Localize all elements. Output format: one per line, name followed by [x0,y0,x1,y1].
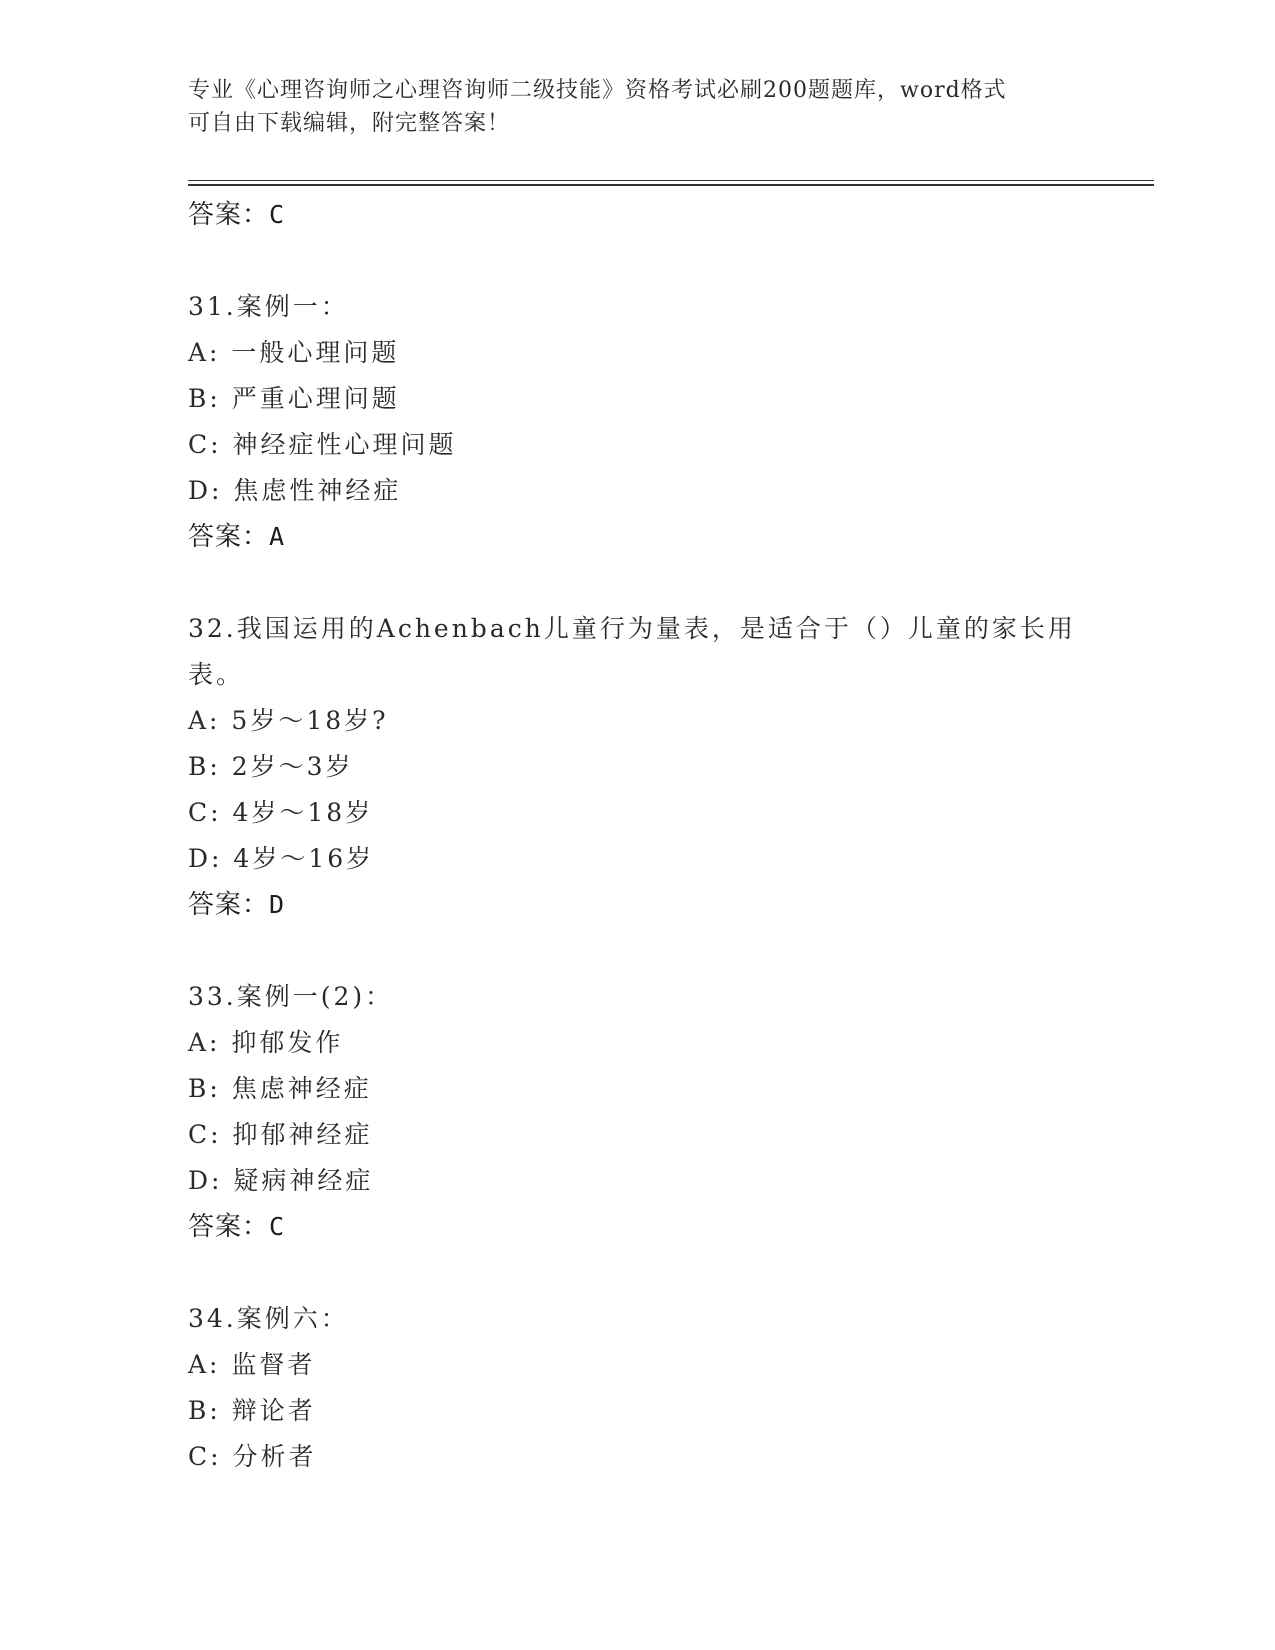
question-text: 33.案例一(2)： [188,982,394,1011]
option-d: D: 疑病神经症 [188,1166,374,1195]
option-c: C: 抑郁神经症 [188,1120,373,1149]
option-d: D: 4岁～16岁 [188,844,375,873]
option-b: B: 2岁～3岁 [188,752,354,781]
option-b: B: 焦虑神经症 [188,1074,372,1103]
option-a: A: 5岁～18岁? [188,706,389,735]
document-header [188,74,1068,140]
header-rule-thick [188,184,1154,186]
answer-value: D [269,890,286,919]
option-a: A: 一般心理问题 [188,338,400,367]
option-a: A: 监督者 [188,1350,316,1379]
spacer [188,238,1088,284]
question-text: 32.我国运用的Achenbach儿童行为量表，是适合于（）儿童的家长用表。 [188,614,1076,689]
answer-label: 答案： [188,890,270,920]
question-block [188,606,1088,928]
option-a: A: 抑郁发作 [188,1028,344,1057]
option-c: C: 4岁～18岁 [188,798,374,827]
answer-line [188,1204,1088,1250]
answer-value: A [269,522,286,551]
spacer [188,928,1088,974]
question-list [188,192,1088,1480]
answer-line [188,882,1088,928]
option-b: B: 严重心理问题 [188,384,400,413]
header-rule-thin [188,180,1154,181]
answer-value: C [269,1212,286,1241]
spacer [188,1250,1088,1296]
answer-label: 答案： [188,200,270,230]
question-block [188,284,1088,560]
question-block [188,1296,1088,1480]
answer-value: C [269,200,286,229]
header-title-line-1: 专业《心理咨询师之心理咨询师二级技能》资格考试必刷200题题库，word格式 [188,78,1007,103]
option-c: C: 神经症性心理问题 [188,430,457,459]
answer-line [188,514,1088,560]
question-text: 34.案例六： [188,1304,349,1333]
option-c: C: 分析者 [188,1442,317,1471]
option-d: D: 焦虑性神经症 [188,476,402,505]
question-block [188,974,1088,1250]
answer-label: 答案： [188,1212,270,1242]
header-title-line-2: 可自由下载编辑，附完整答案！ [188,111,511,136]
answer-label: 答案： [188,522,270,552]
spacer [188,560,1088,606]
question-text: 31.案例一： [188,292,349,321]
option-b: B: 辩论者 [188,1396,316,1425]
answer-line [188,192,1088,238]
